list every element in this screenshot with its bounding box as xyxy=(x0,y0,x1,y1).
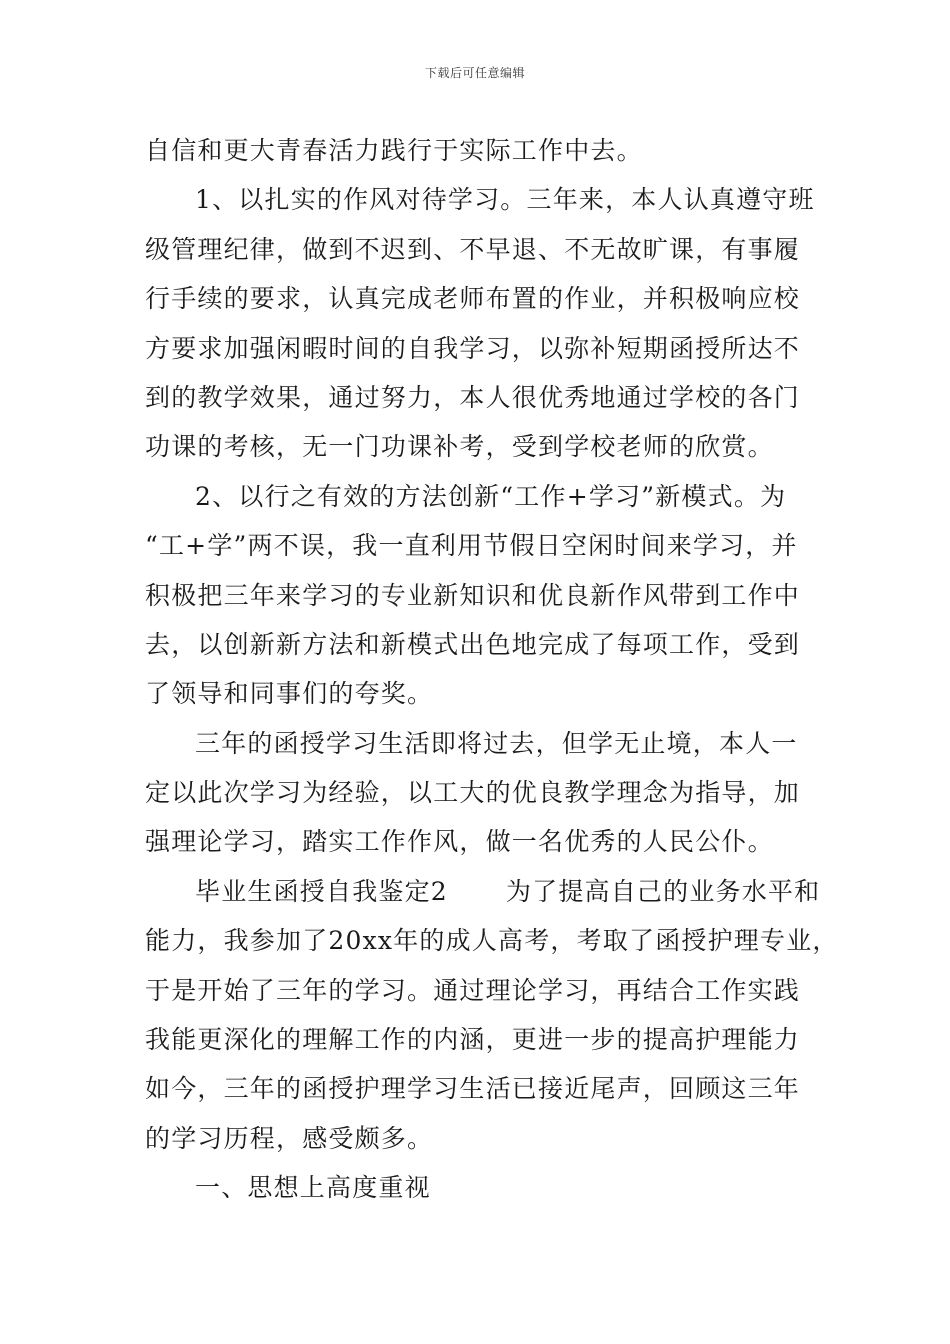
document-body xyxy=(145,126,839,1213)
text-line: 于是开始了三年的学习。通过理论学习，再结合工作实践 xyxy=(145,975,801,1005)
text-line: 能力，我参加了20xx年的成人高考，考取了函授护理专业， xyxy=(145,926,839,956)
text-line: 如今，三年的函授护理学习生活已接近尾声，回顾这三年 xyxy=(145,1074,801,1104)
text-line: 我能更深化的理解工作的内涵，更进一步的提高护理能力 xyxy=(145,1025,801,1055)
section-lead-text: 为了提高自己的业务水平和 xyxy=(505,876,821,906)
text-line: 方要求加强闲暇时间的自我学习，以弥补短期函授所达不 xyxy=(145,333,801,363)
text-line: 的学习历程，感受颇多。 xyxy=(145,1123,434,1153)
page-header-note: 下载后可任意编辑 xyxy=(424,66,525,80)
section-title: 毕业生函授自我鉴定2 xyxy=(195,876,448,906)
text-line: “工+学”两不误，我一直利用节假日空闲时间来学习，并 xyxy=(145,531,798,561)
text-line-section-heading xyxy=(145,867,821,916)
text-line: 1、以扎实的作风对待学习。三年来，本人认真遵守班 xyxy=(195,185,815,215)
text-line-subheading: 一、思想上高度重视 xyxy=(195,1173,431,1203)
text-line: 到的教学效果，通过努力，本人很优秀地通过学校的各门 xyxy=(145,382,801,412)
text-line: 积极把三年来学习的专业新知识和优良新作风带到工作中 xyxy=(145,580,801,610)
text-line: 级管理纪律，做到不迟到、不早退、不无故旷课，有事履 xyxy=(145,234,801,264)
text-line: 2、以行之有效的方法创新“工作+学习”新模式。为 xyxy=(195,481,787,511)
text-line: 三年的函授学习生活即将过去，但学无止境，本人一 xyxy=(195,728,798,758)
text-line: 了领导和同事们的夸奖。 xyxy=(145,679,434,709)
text-line: 强理论学习，踏实工作作风，做一名优秀的人民公仆。 xyxy=(145,827,774,857)
text-line: 自信和更大青春活力践行于实际工作中去。 xyxy=(145,136,643,165)
text-line: 定以此次学习为经验，以工大的优良教学理念为指导，加 xyxy=(145,778,801,808)
text-line: 行手续的要求，认真完成老师布置的作业，并积极响应校 xyxy=(145,284,801,314)
text-line: 功课的考核，无一门功课补考，受到学校老师的欣赏。 xyxy=(145,432,774,462)
text-line: 去，以创新新方法和新模式出色地完成了每项工作，受到 xyxy=(145,629,801,659)
